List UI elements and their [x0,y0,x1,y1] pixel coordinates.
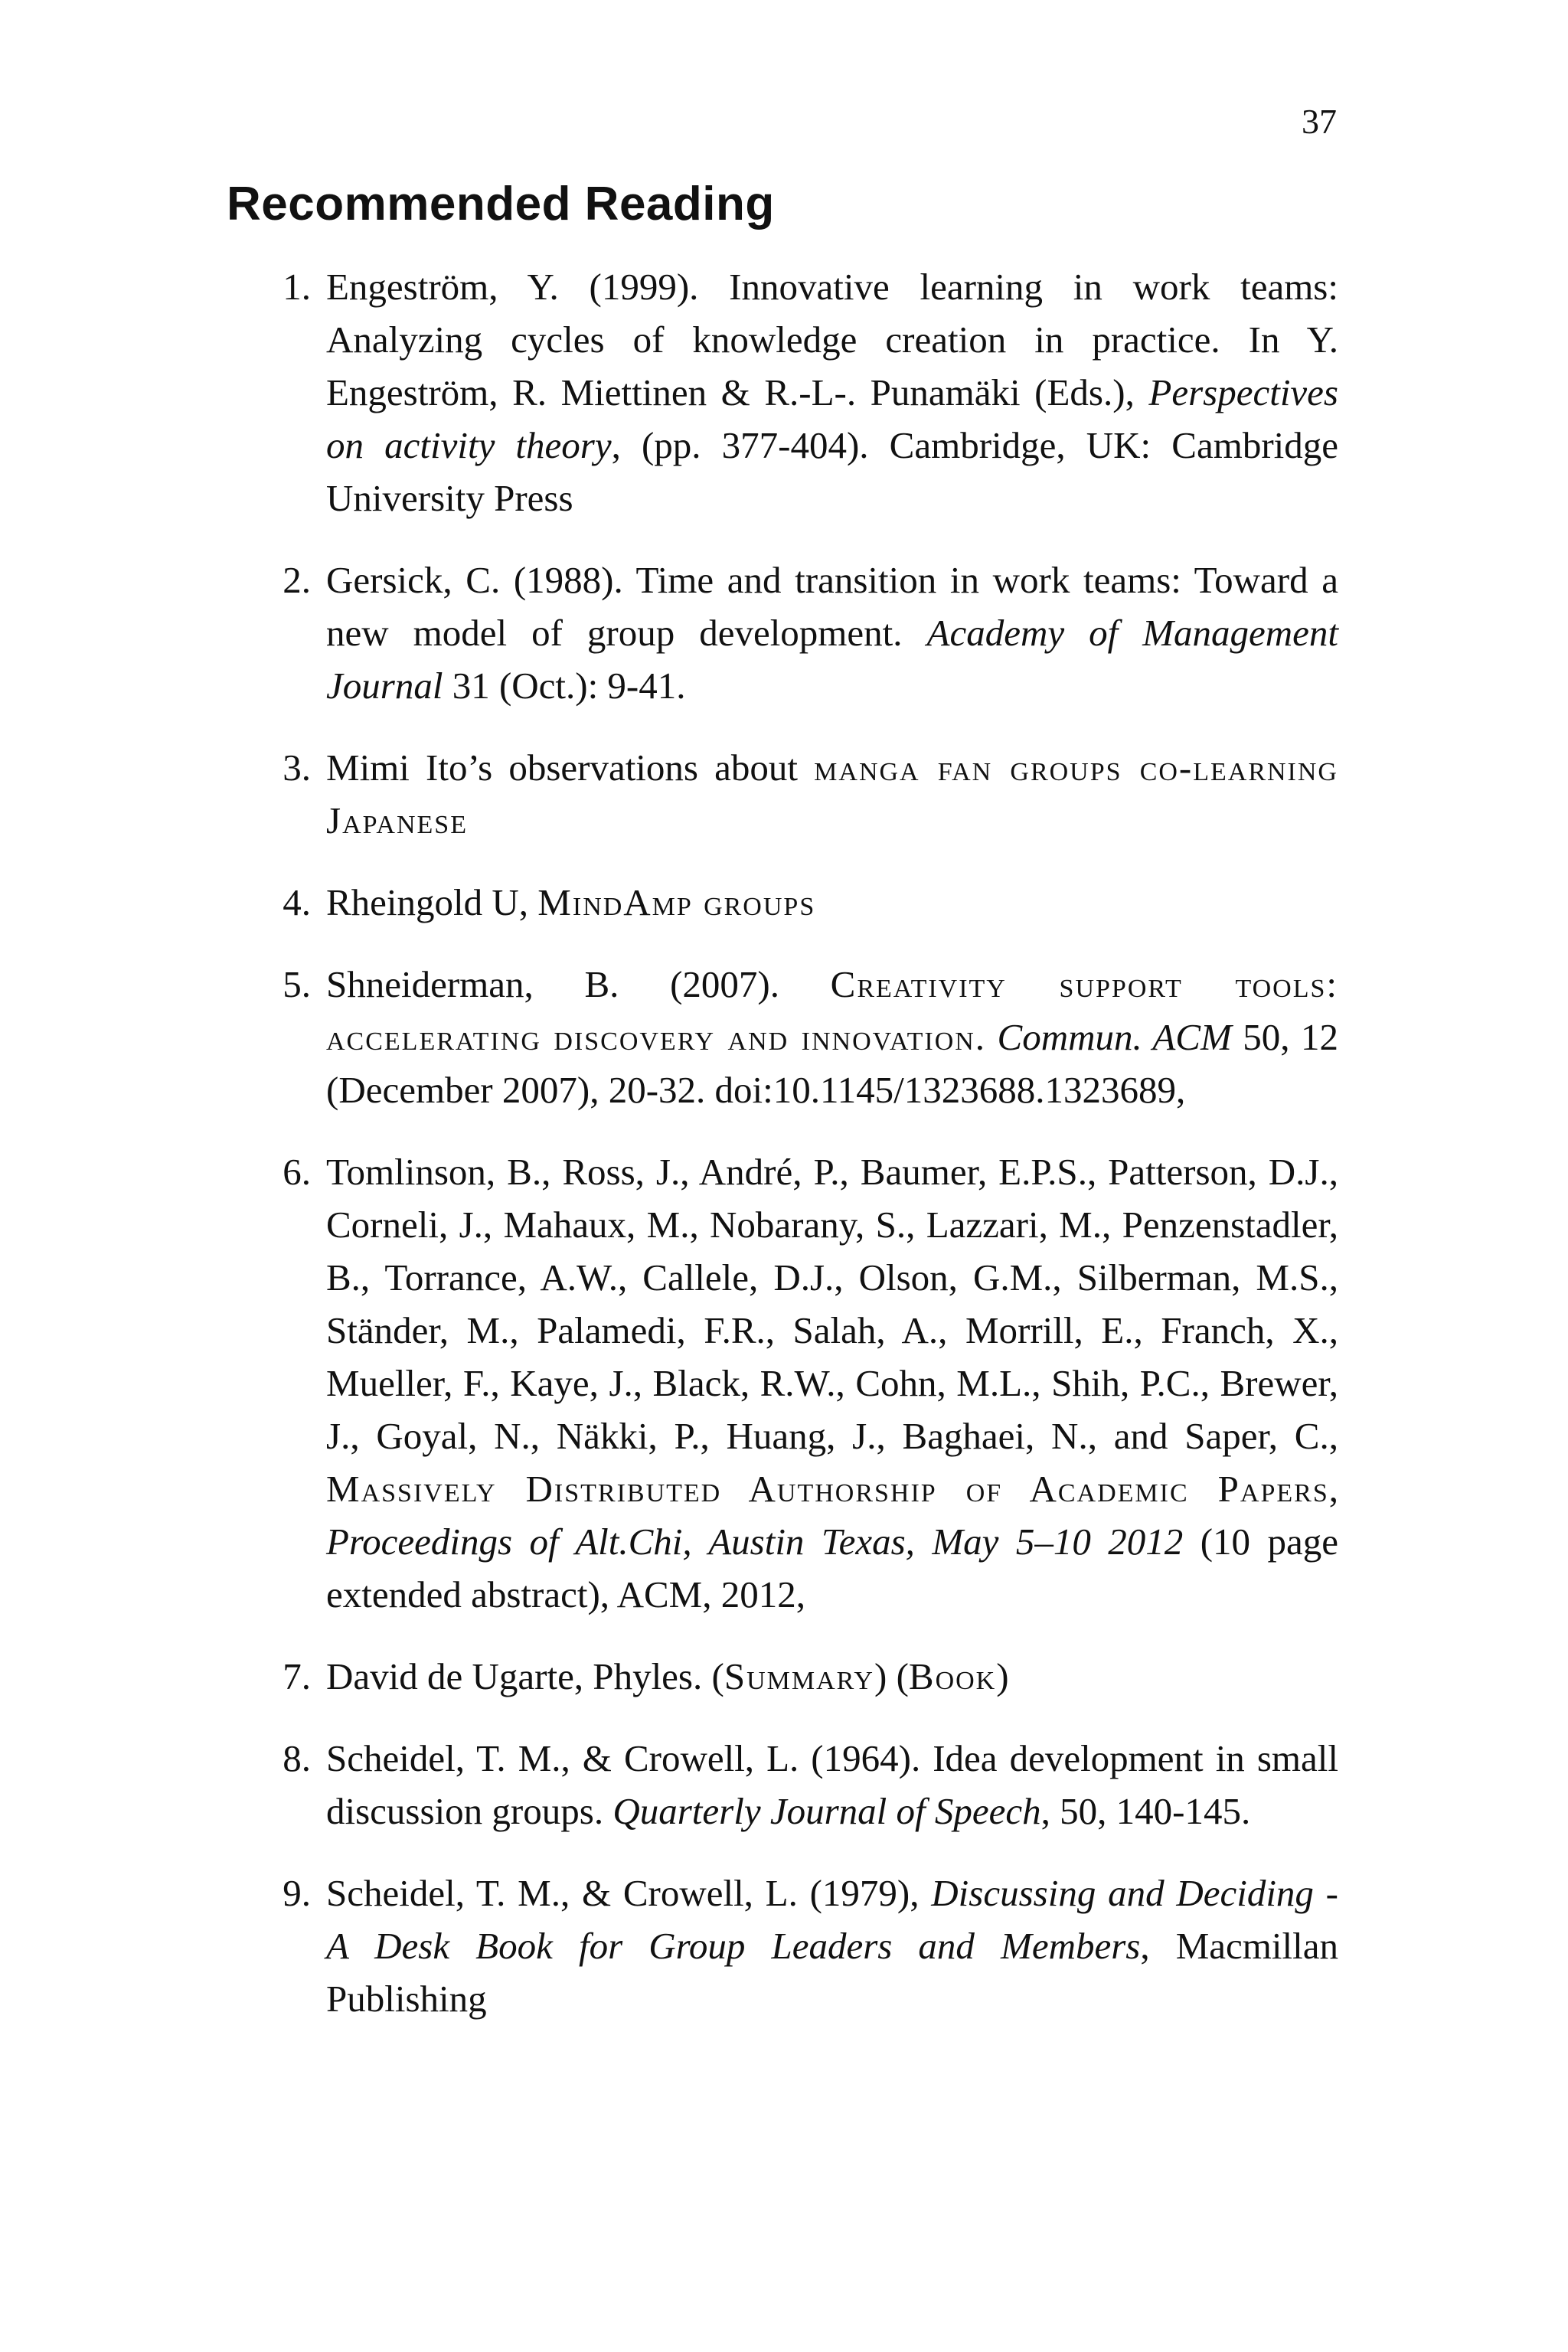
reference-text-part: , [1328,1468,1338,1510]
reference-text-part: Engeström, Y. (1999). Innovative learning in work teams: Analyzing cycles of knowledge creation in practice. In Y. Engeström, R. Miettinen & R.-L-. Punamäki (Eds.), [326,266,1338,413]
reference-item [227,1650,1338,1703]
reference-text-part: ) [996,1655,1009,1697]
section-heading: Recommended Reading [227,178,775,230]
reference-text [326,554,1338,712]
reference-link-smallcaps[interactable]: Massively Distributed Authorship of Academic Papers [326,1468,1329,1510]
reference-item [227,958,1338,1116]
reference-text-part: (10 page extended abstract), ACM, 2012, [326,1521,1338,1615]
reference-text-part: , 50, 140-145. [1040,1790,1251,1832]
reference-text-part: Rheingold U, [326,881,538,923]
reference-text-part: Scheidel, T. M., & Crowell, L. (1964). Idea development in small discussion groups. [326,1737,1338,1832]
reference-text [326,741,1338,847]
reference-text [326,1867,1338,2025]
reference-text-part: Scheidel, T. M., & Crowell, L. (1979), [326,1872,932,1914]
reference-title-italic: Quarterly Journal of Speech [612,1790,1041,1832]
reference-text [326,260,1338,524]
reference-text-part: Gersick, C. (1988). Time and transition in work teams: Toward a new model of group development. [326,559,1338,654]
reference-text-part: 50, 12 (December 2007), 20-32. doi:10.1145/1323688.1323689, [326,1016,1338,1111]
reference-link-smallcaps[interactable]: Summary [724,1655,874,1697]
reference-text-part: ) ( [874,1655,909,1697]
reference-title-italic: Proceedings of Alt.Chi, Austin Texas, May 5–10 2012 [326,1521,1184,1563]
reference-number: 1. [283,266,311,308]
reference-item [227,741,1338,847]
reference-text [326,1650,1338,1703]
reference-number: 4. [283,881,311,923]
reference-number: 5. [283,963,311,1005]
reference-number: 2. [283,559,311,601]
reference-link-smallcaps[interactable]: Creativity support tools: accelerating discovery and innovation. [326,963,1339,1058]
reference-link-smallcaps[interactable]: MindAmp groups [537,881,816,923]
reference-number: 6. [283,1151,311,1193]
reference-list [227,260,1338,2054]
reference-text-part: Shneiderman, B. (2007). [326,963,831,1005]
reference-text-part: 31 (Oct.): 9-41. [443,665,686,707]
reference-item [227,1732,1338,1838]
reference-item [227,260,1338,524]
reference-text-part: Tomlinson, B., Ross, J., André, P., Baumer, E.P.S., Patterson, D.J., Corneli, J., Mahaux, M., Nobarany, S., Lazzari, M., Penzenstadler, B., Torrance, A.W., Callele, D.J., Olson, G.M., Silberman, M.S., Ständer, M., Palamedi, F.R., Salah, A., Morrill, E., Franch, X., Mueller, F., Kaye, J., Black, R.W., Cohn, M.L., Shih, P.C., Brewer, J., Goyal, N., Näkki, P., Huang, J., Baghaei, N., and Saper, C., [326,1151,1338,1457]
reference-title-italic: Discussing and Deciding - A Desk Book for Group Leaders and Members [326,1872,1338,1967]
reference-item [227,1867,1338,2025]
reference-title-italic: Academy of Management Journal [326,612,1338,707]
page-number: 37 [1302,102,1337,141]
reference-link-smallcaps[interactable]: manga fan groups co-learning Japanese [326,746,1338,841]
reference-number: 3. [283,746,311,789]
reference-text-part: , Macmillan Publishing [326,1925,1338,2020]
reference-text [326,876,1338,929]
reference-text-part [986,1016,997,1058]
reference-item [227,554,1338,712]
reference-number: 7. [283,1655,311,1697]
reference-number: 9. [283,1872,311,1914]
reference-item [227,876,1338,929]
reference-title-italic: Perspectives on activity theory [326,371,1338,466]
reference-text-part: , (pp. 377-404). Cambridge, UK: Cambridge University Press [326,424,1338,519]
reference-title-italic: Commun. ACM [997,1016,1232,1058]
reference-text [326,1732,1338,1838]
reference-text-part: Mimi Ito’s observations about [326,746,815,789]
reference-text [326,958,1338,1116]
reference-item [227,1145,1338,1621]
reference-link-smallcaps[interactable]: Book [908,1655,997,1697]
reference-number: 8. [283,1737,311,1779]
reference-text [326,1145,1338,1621]
reference-text-part: David de Ugarte, Phyles. ( [326,1655,724,1697]
